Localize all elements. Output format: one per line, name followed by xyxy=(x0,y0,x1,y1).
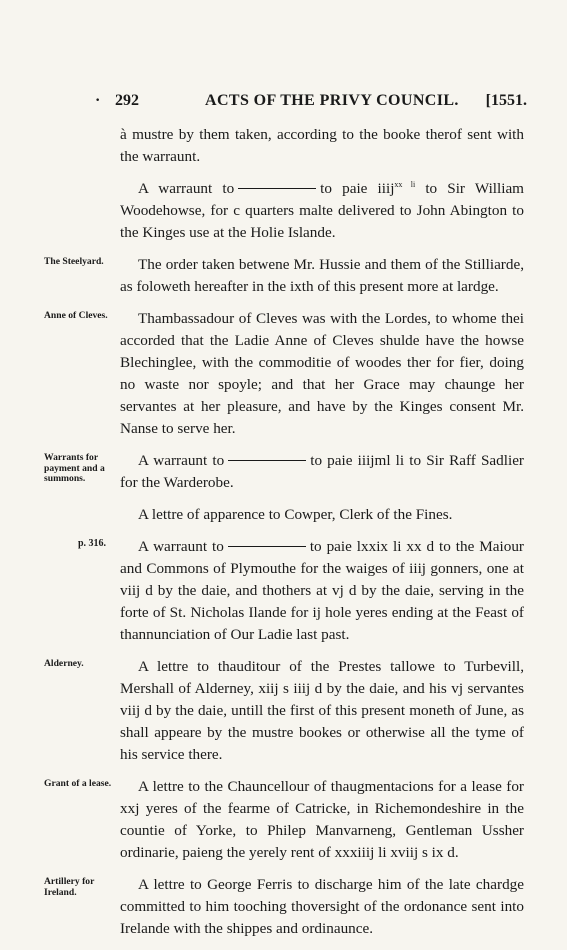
warrant-rest: to paie iiijml li to Sir Raff Sadlier for the Warderobe. xyxy=(120,452,524,491)
paragraph-3 xyxy=(44,254,524,298)
blank-line xyxy=(228,459,306,461)
paragraph-9 xyxy=(44,776,524,864)
warrant-amount: to paie iiij xyxy=(320,180,395,197)
header-dot: · xyxy=(95,92,101,109)
page-number: 292 xyxy=(115,92,139,109)
paragraph-text xyxy=(120,536,524,646)
margin-note: Anne of Cleves. xyxy=(44,310,108,321)
page-title: ACTS OF THE PRIVY COUNCIL. xyxy=(205,92,459,109)
running-header xyxy=(95,92,527,116)
header-year: [1551. xyxy=(485,92,527,109)
warrant-prefix: A warraunt to xyxy=(138,452,225,469)
margin-note: Grant of a lease. xyxy=(44,778,112,789)
paragraph-10 xyxy=(44,874,524,940)
blank-line xyxy=(238,187,316,189)
paragraph-text: A lettre to George Ferris to discharge him of the late chardge committed to him tooching thoversight of the ordonance sent into Irelande with the shippes and ordinaunce. xyxy=(120,876,524,937)
paragraph-text: Thambassadour of Cleves was with the Lordes, to whome thei accorded that the Ladie Anne of Cleves shulde have the howse Blechinglee, with the commoditie of woodes ther for fier, doing no waste nor spoyle; and that her Grace may chaunge her servantes at her pleasure, and have by the Kinges consent Mr. Nanse to serve her. xyxy=(120,310,524,437)
paragraph-6 xyxy=(120,504,524,526)
paragraph-4 xyxy=(44,308,524,440)
paragraph-2 xyxy=(120,178,524,244)
paragraph-text xyxy=(120,178,524,244)
paragraph-7 xyxy=(78,536,524,646)
warrant-rest: to Sir William Woodehowse, for c quarters malte delivered to John Abington to the Kinges use at the Holie Islande. xyxy=(120,180,524,241)
page-body xyxy=(0,124,567,950)
blank-line xyxy=(228,545,306,547)
page-reference: p. 316. xyxy=(78,538,107,549)
margin-note: Artillery for Ireland. xyxy=(44,876,95,898)
paragraph-text: A lettre of apparence to Cowper, Clerk of the Fines. xyxy=(138,506,453,523)
paragraph-text: A lettre to thauditour of the Prestes tallowe to Turbevill, Mershall of Alderney, xiij s iiij d by the daie, and his vj servantes viij d by the daie, untill the first of this present moneth of June, as shall appeare by the mustre bookes or otherwise all the tyme of his service there. xyxy=(120,658,524,763)
margin-note: Warrants for payment and a summons. xyxy=(44,452,105,484)
paragraph-text: A lettre to the Chauncellour of thaugmentacions for a lease for xxj yeres of the fearme of Catricke, in Richemondeshire in the countie of Yorke, to Philep Manvarneng, Gentleman Ussher ordinarie, paieng the yerely rent of xxxiiij li xviij s ix d. xyxy=(120,778,524,861)
paragraph-8 xyxy=(44,656,524,766)
warrant-rest: to paie lxxix li xx d to the Maiour and Commons of Plymouthe for the waiges of iiij gonners, one at viij d by the daie, and thothers at vj d by the daie, serving in the forte of St. Nicholas Ilande for ij hole yeres ending at the Feast of thannunciation of Our Ladie last past. xyxy=(120,538,524,643)
warrant-prefix: A warraunt to xyxy=(138,180,235,197)
amount-superscript: xx li xyxy=(394,179,416,189)
margin-note: Alderney. xyxy=(44,658,84,669)
paragraph-text: à mustre by them taken, according to the booke therof sent with the warraunt. xyxy=(120,126,524,165)
paragraph-5 xyxy=(44,450,524,494)
paragraph-1 xyxy=(120,124,524,168)
paragraph-text xyxy=(120,450,524,494)
paragraph-text: The order taken betwene Mr. Hussie and them of the Stilliarde, as foloweth hereafter in the ixth of this present more at lardge. xyxy=(120,256,524,295)
warrant-prefix: A warraunt to xyxy=(138,538,224,555)
margin-note: The Steelyard. xyxy=(44,256,104,267)
